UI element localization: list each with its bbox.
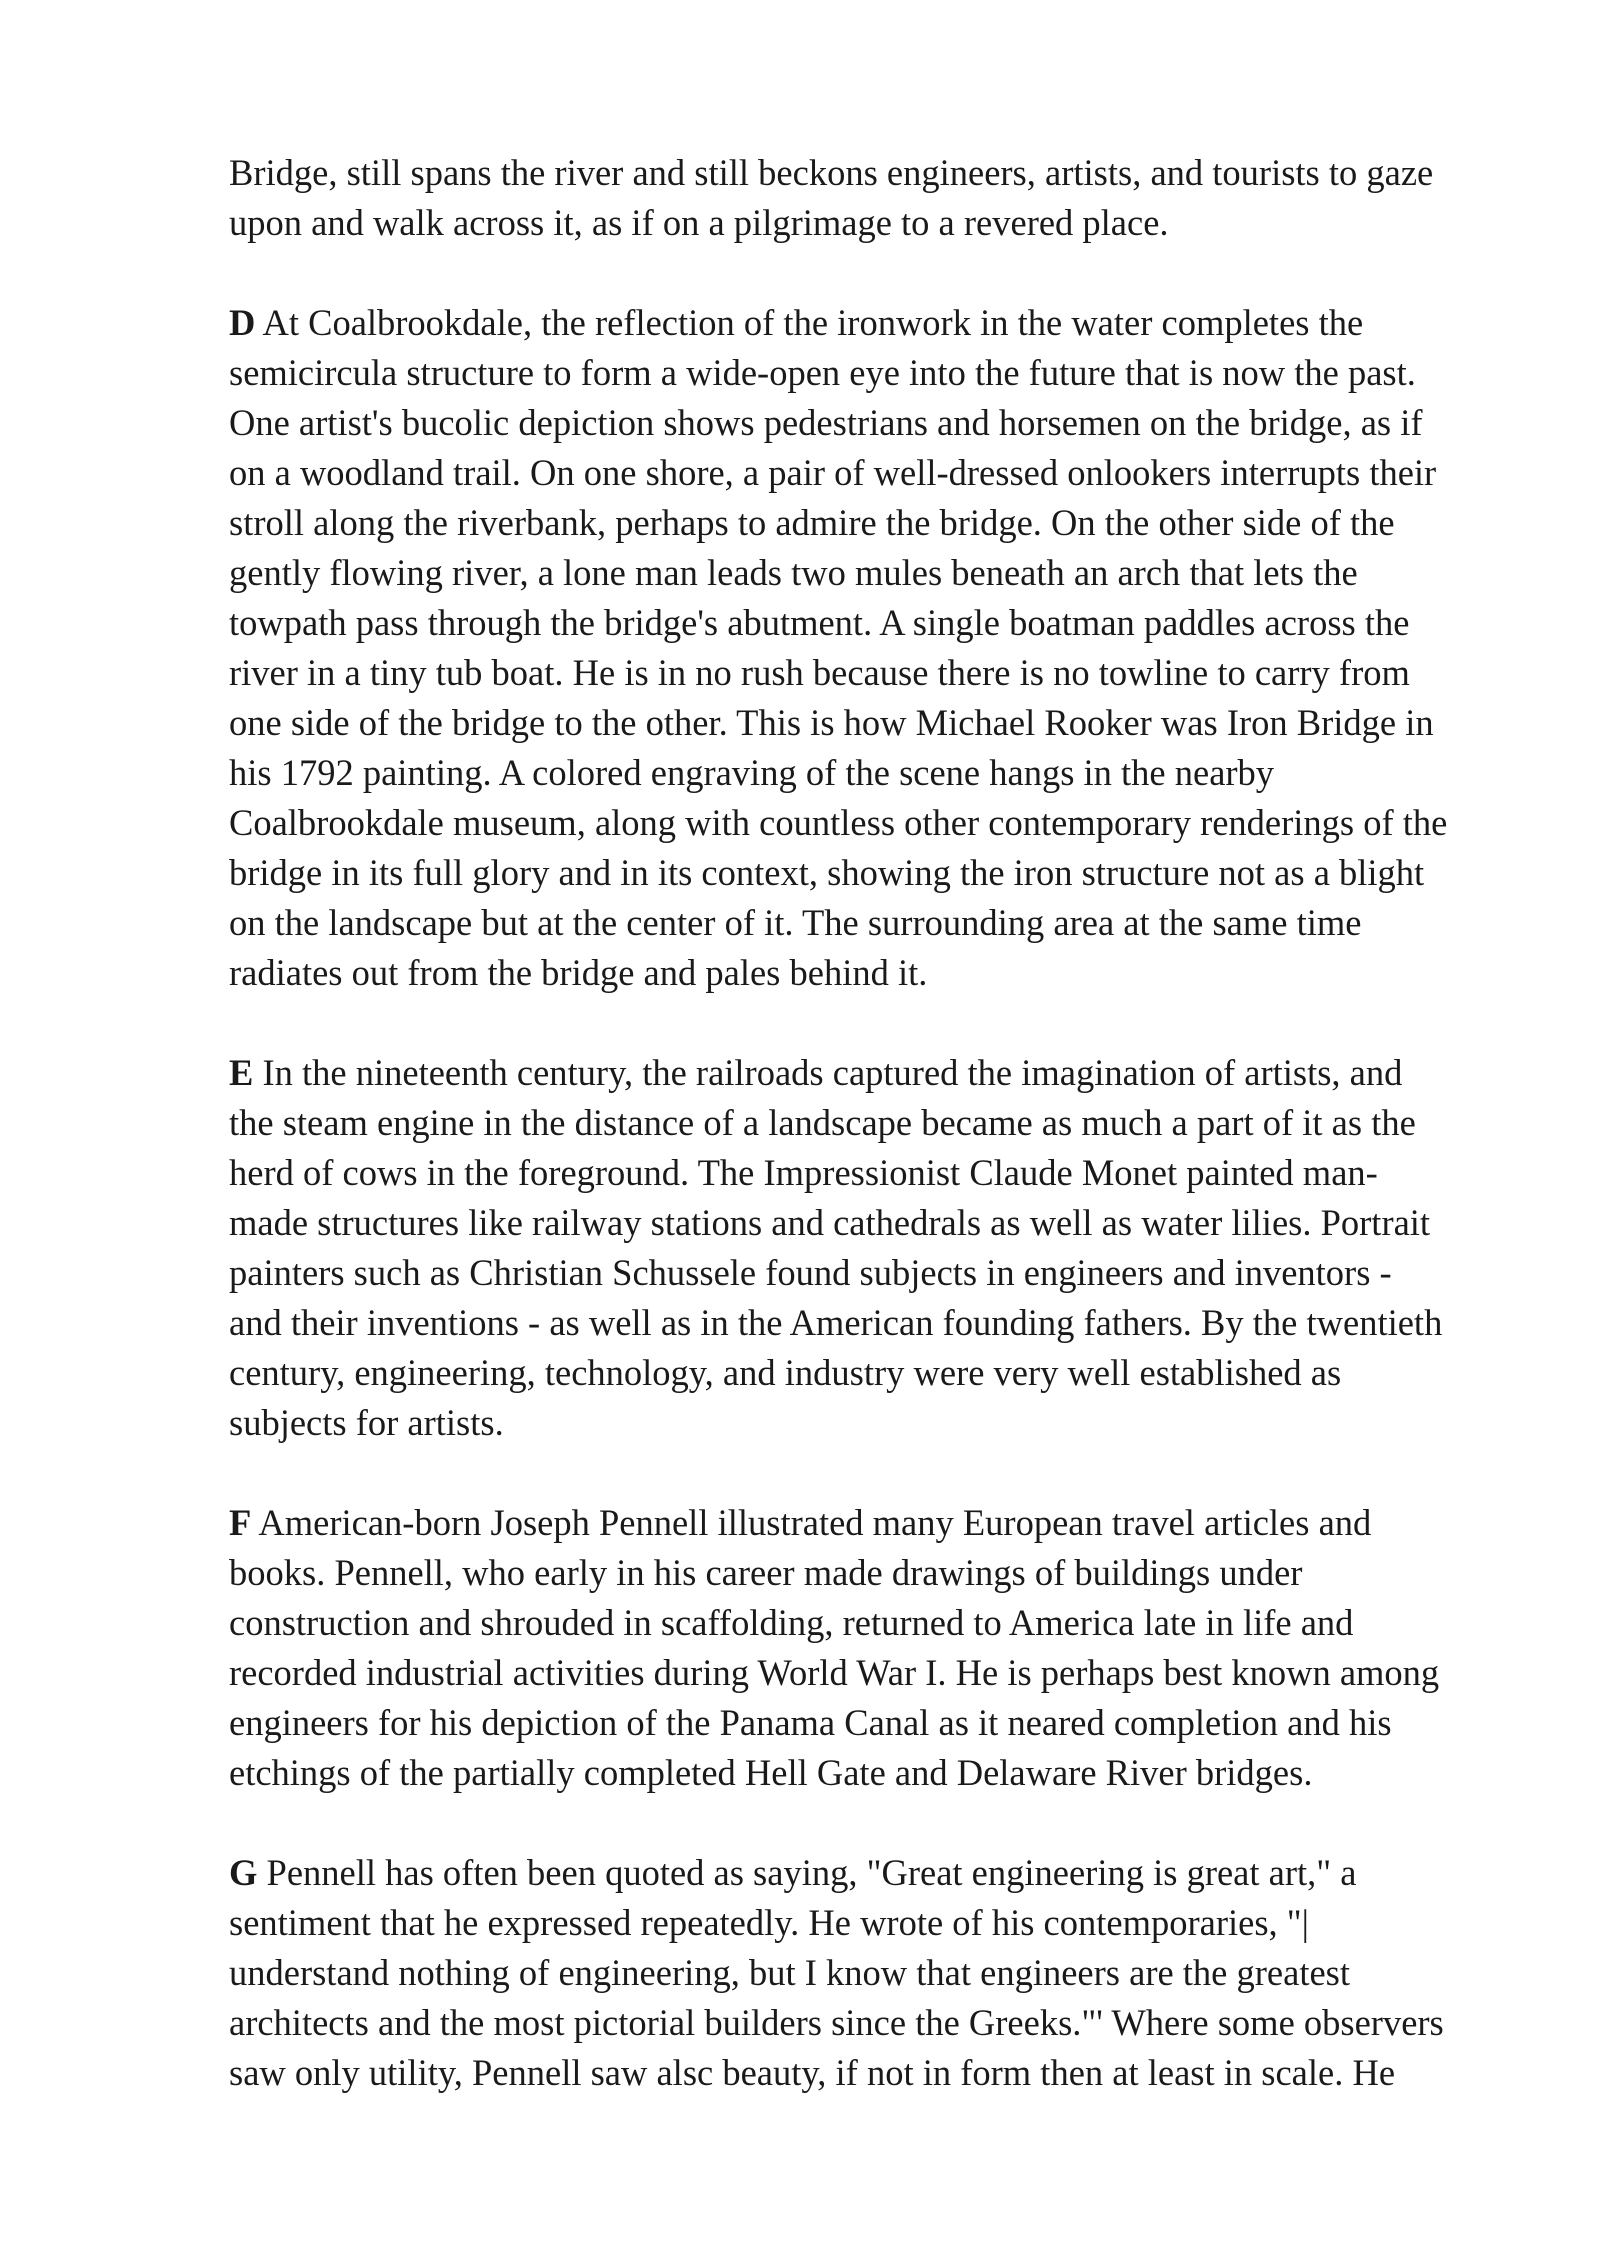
text-line: his 1792 painting. A colored engraving of the scene hangs in the nearby	[229, 752, 1275, 793]
text-line: radiates out from the bridge and pales behind it.	[229, 952, 928, 993]
paragraph-g	[229, 1848, 1509, 2098]
paragraph-e	[229, 1048, 1509, 1448]
text-line: subjects for artists.	[229, 1402, 504, 1443]
text-line: engineers for his depiction of the Panama Canal as it neared completion and his	[229, 1702, 1392, 1743]
text-line	[229, 1048, 1509, 1098]
text-line: one side of the bridge to the other. This is how Michael Rooker was Iron Bridge in	[229, 702, 1434, 743]
text-line	[229, 1848, 1509, 1898]
paragraph-letter: G	[229, 1852, 258, 1893]
paragraph-letter: D	[229, 302, 256, 343]
text-line: herd of cows in the foreground. The Impressionist Claude Monet painted man-	[229, 1152, 1378, 1193]
text-line: on a woodland trail. On one shore, a pair of well-dressed onlookers interrupts their	[229, 452, 1437, 493]
paragraph-letter: E	[229, 1052, 254, 1093]
text-line: saw only utility, Pennell saw alsc beauty, if not in form then at least in scale. He	[229, 2052, 1396, 2093]
text-line: and their inventions - as well as in the American founding fathers. By the twentieth	[229, 1302, 1443, 1343]
paragraph-f	[229, 1498, 1509, 1798]
text-line: Coalbrookdale museum, along with countless other contemporary renderings of the	[229, 802, 1448, 843]
text-line: river in a tiny tub boat. He is in no rush because there is no towline to carry from	[229, 652, 1410, 693]
text-line: sentiment that he expressed repeatedly. He wrote of his contemporaries, "|	[229, 1902, 1309, 1943]
text-line	[229, 298, 1509, 348]
document-page	[229, 148, 1509, 2148]
text-line: construction and shrouded in scaffolding, returned to America late in life and	[229, 1602, 1354, 1643]
text-line: towpath pass through the bridge's abutment. A single boatman paddles across the	[229, 602, 1410, 643]
paragraph-c-continued	[229, 148, 1509, 248]
text-line: books. Pennell, who early in his career made drawings of buildings under	[229, 1552, 1303, 1593]
text-line: Bridge, still spans the river and still beckons engineers, artists, and tourists to gaze	[229, 152, 1434, 193]
text-line: architects and the most pictorial builders since the Greeks."' Where some observers	[229, 2002, 1444, 2043]
text-line: gently flowing river, a lone man leads two mules beneath an arch that lets the	[229, 552, 1358, 593]
text-line: etchings of the partially completed Hell Gate and Delaware River bridges.	[229, 1752, 1313, 1793]
text-span: At Coalbrookdale, the reflection of the ironwork in the water completes the	[255, 302, 1364, 343]
text-line: the steam engine in the distance of a landscape became as much a part of it as the	[229, 1102, 1416, 1143]
text-line: on the landscape but at the center of it. The surrounding area at the same time	[229, 902, 1362, 943]
text-line: stroll along the riverbank, perhaps to admire the bridge. On the other side of the	[229, 502, 1395, 543]
text-line	[229, 1498, 1509, 1548]
text-span: American-born Joseph Pennell illustrated many European travel articles and	[251, 1502, 1372, 1543]
text-span: Pennell has often been quoted as saying, "Great engineering is great art," a	[257, 1852, 1357, 1893]
text-line: One artist's bucolic depiction shows pedestrians and horsemen on the bridge, as if	[229, 402, 1423, 443]
text-span: In the nineteenth century, the railroads captured the imagination of artists, and	[253, 1052, 1403, 1093]
text-line: recorded industrial activities during World War I. He is perhaps best known among	[229, 1652, 1440, 1693]
paragraph-d	[229, 298, 1509, 998]
text-line: upon and walk across it, as if on a pilgrimage to a revered place.	[229, 202, 1169, 243]
text-line: painters such as Christian Schussele found subjects in engineers and inventors -	[229, 1252, 1392, 1293]
text-line: bridge in its full glory and in its context, showing the iron structure not as a blight	[229, 852, 1425, 893]
text-line: understand nothing of engineering, but I know that engineers are the greatest	[229, 1952, 1351, 1993]
text-line: century, engineering, technology, and industry were very well established as	[229, 1352, 1342, 1393]
text-line: semicircula structure to form a wide-open eye into the future that is now the past.	[229, 352, 1416, 393]
text-line: made structures like railway stations and cathedrals as well as water lilies. Portrait	[229, 1202, 1431, 1243]
paragraph-letter: F	[229, 1502, 252, 1543]
